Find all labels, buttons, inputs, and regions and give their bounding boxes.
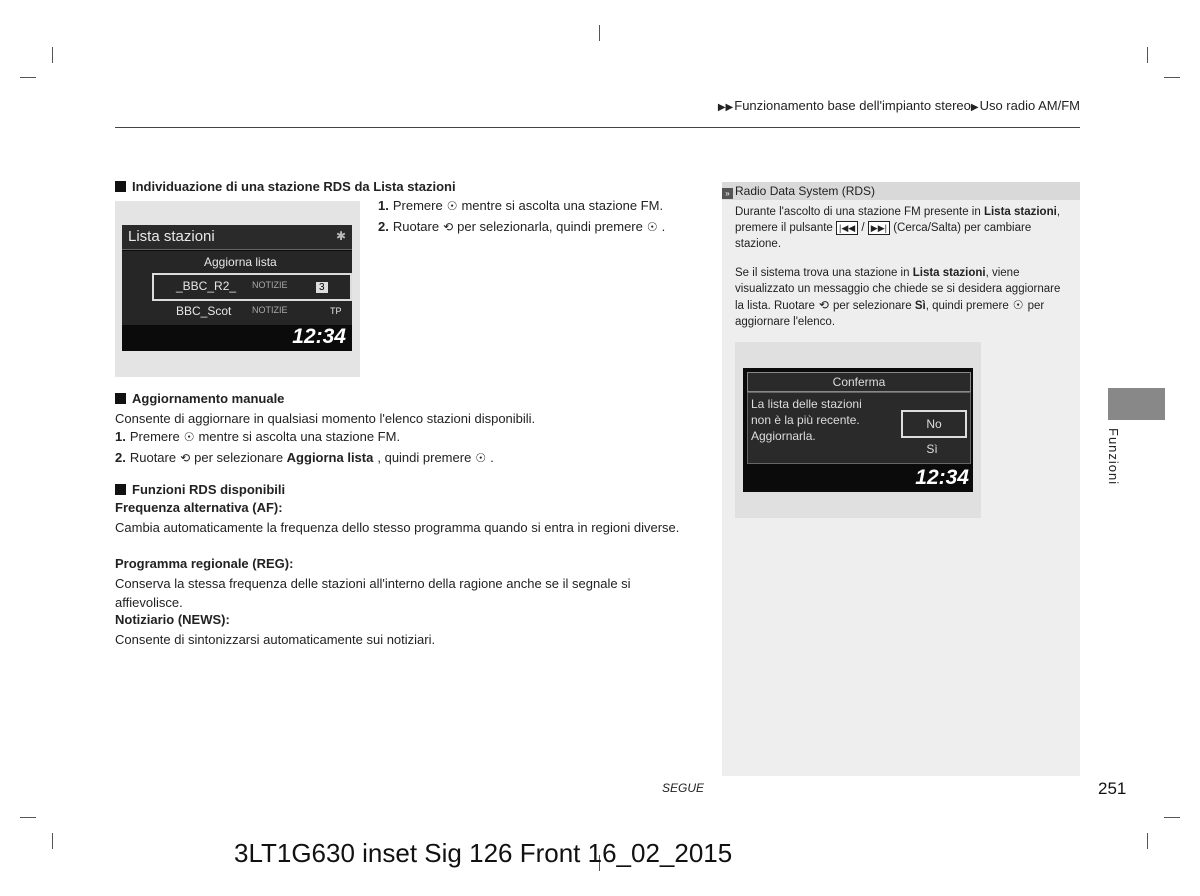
step-number: 1. bbox=[378, 198, 389, 213]
step-emphasis: Aggiorna lista bbox=[286, 450, 374, 465]
breadcrumb bbox=[718, 98, 1080, 113]
text: , quindi premere bbox=[925, 300, 1009, 312]
subheading: Notiziario (NEWS): bbox=[115, 612, 230, 627]
dialog-message: La lista delle stazioni non è la più recente. Aggiornarla. bbox=[751, 397, 862, 443]
seek-back-icon: |◀◀ bbox=[836, 221, 858, 235]
station-list-screen bbox=[122, 225, 352, 351]
crop-mark bbox=[20, 77, 36, 78]
breadcrumb-item: Funzionamento base dell'impianto stereo bbox=[734, 98, 971, 113]
step-text: mentre si ascolta una stazione FM. bbox=[198, 429, 401, 444]
section-title bbox=[115, 391, 284, 406]
clock: 12:34 bbox=[292, 325, 346, 348]
step-text: Premere bbox=[129, 429, 180, 444]
no-button[interactable]: No bbox=[901, 410, 967, 438]
paragraph: Conserva la stessa frequenza delle stazioni all'interno della ragione anche se il segnale si affievolisce. bbox=[115, 576, 631, 610]
sidebar-paragraph bbox=[735, 265, 1071, 330]
step-text: Premere bbox=[392, 198, 443, 213]
text-bold: Lista stazioni bbox=[912, 267, 986, 279]
tp-indicator: TP bbox=[330, 306, 342, 316]
square-bullet-icon bbox=[115, 393, 126, 404]
station-tag: NOTIZIE bbox=[252, 305, 288, 315]
station-name[interactable]: _BBC_R2_ bbox=[176, 279, 237, 293]
paragraph: Consente di sintonizzarsi automaticamente sui notiziari. bbox=[115, 632, 436, 647]
step bbox=[378, 198, 663, 213]
yes-button[interactable]: Sì bbox=[926, 442, 938, 456]
rotate-knob-icon: ⟲ bbox=[818, 298, 829, 312]
bluetooth-icon: ✱ bbox=[335, 229, 346, 243]
section-title-text: Funzioni RDS disponibili bbox=[132, 482, 286, 497]
sidebar-title-text: Radio Data System (RDS) bbox=[735, 184, 876, 198]
step-text: , quindi premere bbox=[377, 450, 472, 465]
text: , premere il pulsante bbox=[735, 206, 1061, 234]
badge-text: 3 bbox=[316, 282, 328, 293]
breadcrumb-item: Uso radio AM/FM bbox=[979, 98, 1080, 113]
push-knob-icon: ☉ bbox=[646, 220, 658, 234]
crop-mark bbox=[1164, 817, 1180, 818]
seek-forward-icon: ▶▶| bbox=[868, 221, 890, 235]
subheading: Programma regionale (REG): bbox=[115, 556, 294, 571]
crop-mark bbox=[1164, 77, 1180, 78]
paragraph: Cambia automaticamente la frequenza dello stesso programma quando si entra in regioni diverse. bbox=[115, 520, 680, 535]
rotate-knob-icon: ⟲ bbox=[180, 451, 191, 465]
list-item-update[interactable]: Aggiorna lista bbox=[204, 255, 277, 269]
subheading: Frequenza alternativa (AF): bbox=[115, 500, 283, 515]
double-arrow-icon: ▶▶ bbox=[717, 102, 734, 113]
step-text: Ruotare bbox=[392, 219, 440, 234]
dialog-title: Conferma bbox=[747, 372, 971, 392]
square-bullet-icon bbox=[115, 181, 126, 192]
text: per selezionare bbox=[832, 300, 912, 312]
header-divider bbox=[115, 127, 1080, 128]
text: Se il sistema trova una stazione in bbox=[735, 267, 910, 279]
sidebar-paragraph: Durante l'ascolto di una stazione FM presente in Lista stazioni, premere il pulsante |◀◀ / ▶▶| (Cerca/Salta) per cambiare stazione. bbox=[735, 206, 1061, 250]
station-tag: NOTIZIE bbox=[252, 280, 288, 290]
section-title-text: Individuazione di una stazione RDS da Lista stazioni bbox=[132, 179, 456, 194]
section-title bbox=[115, 482, 285, 497]
page-number: 251 bbox=[1098, 779, 1127, 798]
sidebar-title bbox=[722, 182, 1080, 200]
text: , viene visualizzato un messaggio che chiede se si desidera aggiornare la lista. Ruotare bbox=[735, 267, 1061, 312]
text: (Cerca/Salta) per cambiare stazione. bbox=[735, 222, 1032, 250]
preset-badge bbox=[316, 279, 328, 293]
step-number: 2. bbox=[378, 219, 389, 234]
text: per aggiornare l'elenco. bbox=[735, 300, 1045, 328]
step-text: mentre si ascolta una stazione FM. bbox=[461, 198, 664, 213]
square-bullet-icon bbox=[115, 484, 126, 495]
text-bold: Lista stazioni bbox=[983, 206, 1057, 218]
crop-mark bbox=[599, 25, 600, 41]
push-knob-icon: ☉ bbox=[475, 451, 487, 465]
crop-mark bbox=[1147, 833, 1148, 849]
step-text: Ruotare bbox=[129, 450, 177, 465]
paragraph: Consente di aggiornare in qualsiasi momento l'elenco stazioni disponibili. bbox=[115, 411, 536, 426]
crop-mark bbox=[52, 47, 53, 63]
chapter-tab-label: Funzioni bbox=[1106, 428, 1121, 486]
print-code: 3LT1G630 inset Sig 126 Front 16_02_2015 bbox=[234, 838, 733, 868]
section-title-text: Aggiornamento manuale bbox=[132, 391, 285, 406]
push-knob-icon: ☉ bbox=[1012, 298, 1024, 312]
confirm-screen bbox=[743, 368, 973, 492]
text-bold: Sì bbox=[914, 300, 926, 312]
section-title bbox=[115, 179, 456, 194]
crop-mark bbox=[20, 817, 36, 818]
push-knob-icon: ☉ bbox=[183, 430, 195, 444]
continue-label: SEGUE bbox=[662, 781, 705, 795]
step-text: per selezionare bbox=[194, 450, 284, 465]
step: 2. Ruotare ⟲ per selezionare Aggiorna lista , quindi premere ☉ . bbox=[115, 450, 494, 465]
push-knob-icon: ☉ bbox=[446, 199, 458, 213]
chapter-tab bbox=[1108, 388, 1165, 420]
screen-title: Lista stazioni bbox=[128, 228, 215, 245]
step-number: 1. bbox=[115, 429, 126, 444]
step bbox=[115, 429, 400, 444]
crop-mark bbox=[1147, 47, 1148, 63]
step-text: per selezionarla, quindi premere bbox=[457, 219, 643, 234]
note-icon: » bbox=[722, 188, 733, 199]
crop-mark bbox=[52, 833, 53, 849]
rotate-knob-icon: ⟲ bbox=[443, 220, 454, 234]
clock: 12:34 bbox=[915, 466, 969, 489]
step-number: 2. bbox=[115, 450, 126, 465]
text: Durante l'ascolto di una stazione FM presente in bbox=[735, 206, 981, 218]
step: 2. Ruotare ⟲ per selezionarla, quindi premere ☉ . bbox=[378, 219, 666, 234]
arrow-icon: ▶ bbox=[970, 102, 979, 113]
station-name[interactable]: BBC_Scot bbox=[176, 304, 232, 318]
